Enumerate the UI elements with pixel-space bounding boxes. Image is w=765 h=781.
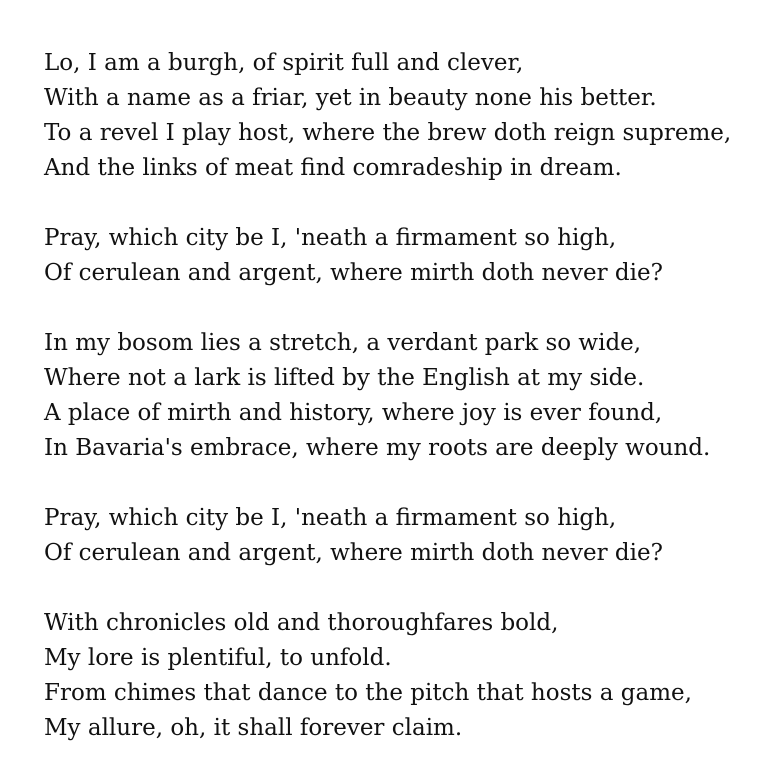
- poem-line: And the links of meat find comradeship in dream.: [44, 155, 622, 181]
- stanza-4-refrain: [44, 501, 754, 571]
- poem-line: Of cerulean and argent, where mirth doth never die?: [44, 540, 663, 566]
- poem-line: In my bosom lies a stretch, a verdant park so wide,: [44, 330, 642, 356]
- poem-line: A place of mirth and history, where joy is ever found,: [44, 400, 663, 426]
- poem-line: In Bavaria's embrace, where my roots are deeply wound.: [44, 435, 711, 461]
- stanza-5: [44, 606, 754, 746]
- poem-line: From chimes that dance to the pitch that hosts a game,: [44, 680, 692, 706]
- stanza-1: [44, 46, 754, 186]
- poem-line: Pray, which city be I, 'neath a firmament so high,: [44, 505, 617, 531]
- poem-line: Pray, which city be I, 'neath a firmament so high,: [44, 225, 617, 251]
- stanza-2-refrain: [44, 221, 754, 291]
- poem-text: [44, 46, 754, 781]
- poem-line: With chronicles old and thoroughfares bold,: [44, 610, 559, 636]
- poem-line: Where not a lark is lifted by the English at my side.: [44, 365, 645, 391]
- poem-line: Lo, I am a burgh, of spirit full and clever,: [44, 50, 524, 76]
- poem-line: My allure, oh, it shall forever claim.: [44, 715, 463, 741]
- poem-line: With a name as a friar, yet in beauty none his better.: [44, 85, 657, 111]
- poem-line: Of cerulean and argent, where mirth doth never die?: [44, 260, 663, 286]
- poem-line: To a revel I play host, where the brew doth reign supreme,: [44, 120, 732, 146]
- stanza-3: [44, 326, 754, 466]
- poem-line: My lore is plentiful, to unfold.: [44, 645, 392, 671]
